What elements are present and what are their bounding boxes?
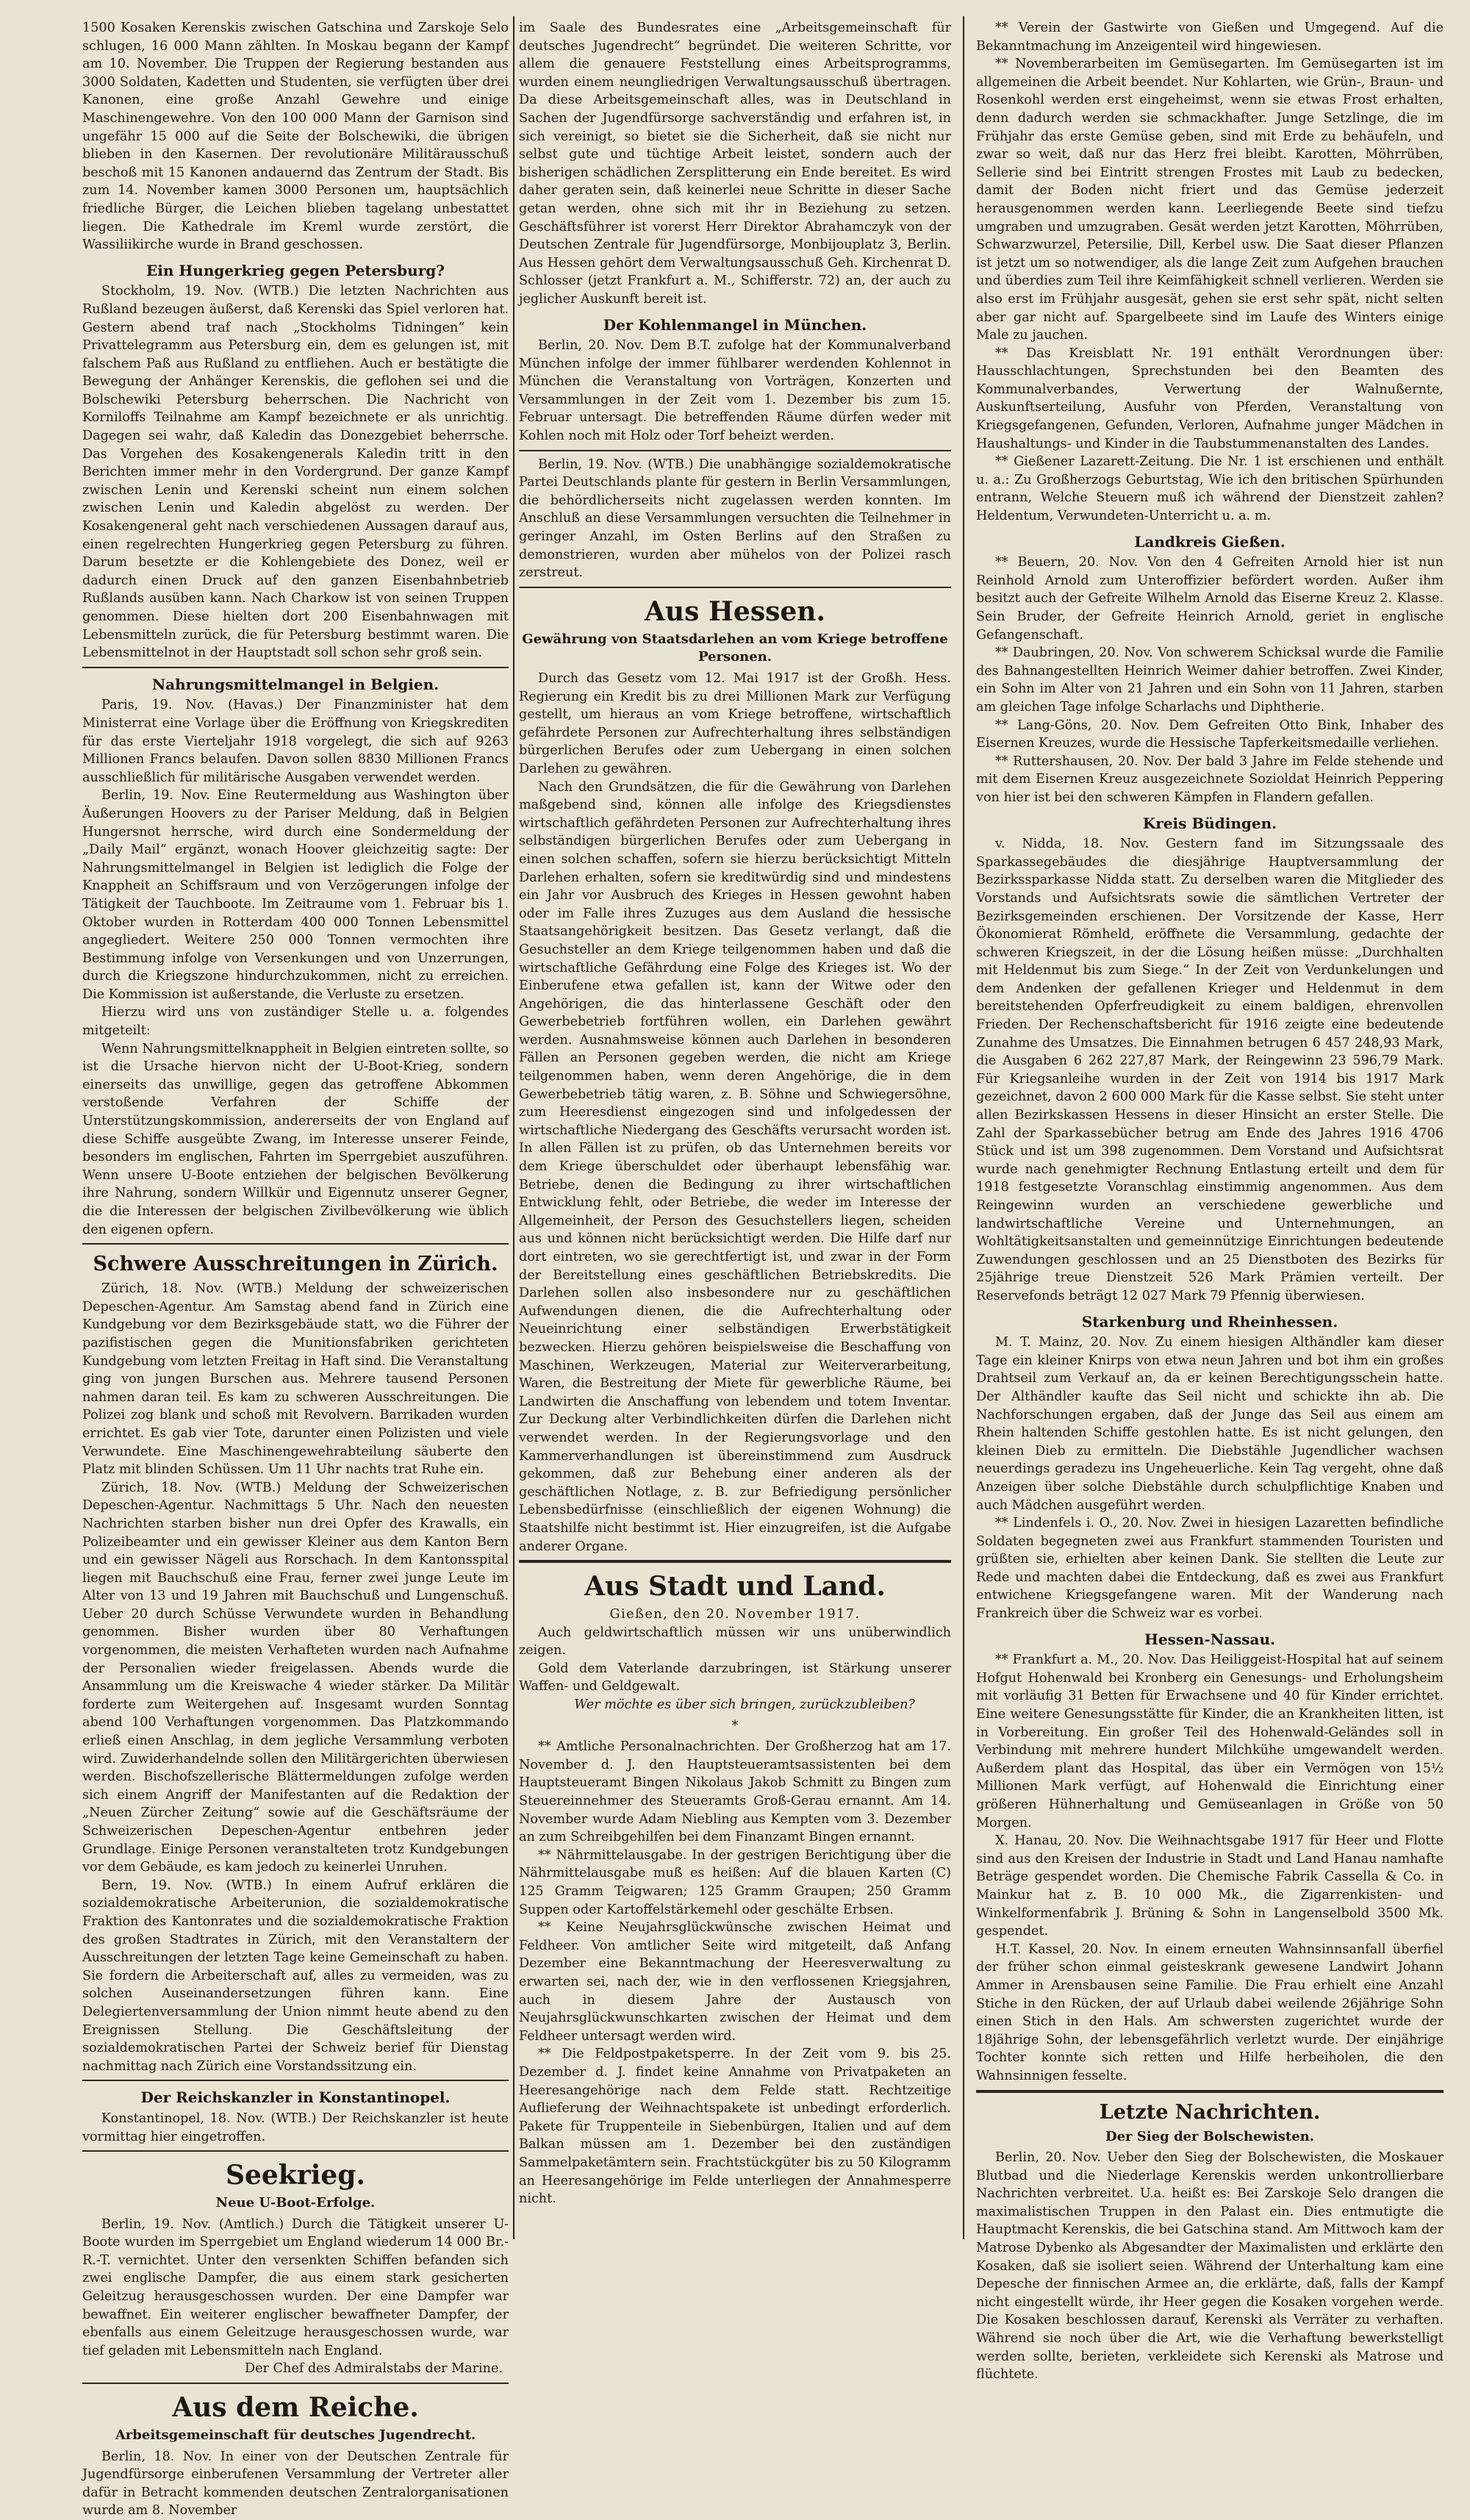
article-ruttershausen: ** Ruttershausen, 20. Nov. Der bald 3 Jahre im Felde stehende und mit dem Eisernen Kreuz ausgezeichnete Sozioldat Heinrich Peppering von hier ist bei den schweren Kämpfen in Flandern gefallen.	[976, 754, 1444, 805]
article-zuerich-1: Zürich, 18. Nov. (WTB.) Meldung der schweizerischen Depeschen-Agentur. Am Samstag abend fand in Zürich eine Kundgebung vor dem Bezirksgebäude statt, wo die Führer der pazifistischen gegen die Munitionsfabriken gerichteten Kundgebung vom letzten Freitag in Haft sind. Die Veranstaltung ging von jungen Burschen aus. Mehrere tausend Personen nahmen daran teil. Es kam zu schweren Ausschreitungen. Die Polizei zog blank und schoß mit Revolvern. Barrikaden wurden errichtet. Es gab vier Tote, darunter einen Polizisten und viele Verwundete. Eine Maschinengewehrabteilung säuberte den Platz mit blinden Schüssen. Um 11 Uhr nachts trat Ruhe ein.	[82, 1281, 509, 1478]
article-beuern: ** Beuern, 20. Nov. Von den 4 Gefreiten Arnold hier ist nun Reinhold Arnold zum Unteroffizier befördert worden. Außer ihm besitzt auch der Gefreite Wilhelm Arnold das Eiserne Kreuz 2. Klasse. Sein Bruder, der Gefreite Heinrich Arnold, geriet in englische Gefangenschaft.	[976, 555, 1444, 642]
headline-seekrieg: Seekrieg.	[225, 2160, 365, 2191]
headline-belgien: Nahrungsmittelmangel in Belgien.	[151, 675, 440, 693]
article-konstantinopel: Konstantinopel, 18. Nov. (WTB.) Der Reichskanzler ist heute vormittag hier eingetroffen.	[82, 2111, 509, 2144]
subheadline-darlehen: Gewährung von Staatsdarlehen an vom Kriege betroffene Personen.	[522, 631, 948, 665]
signature-admiralstab: Der Chef des Admiralstabs der Marine.	[245, 2361, 503, 2377]
article-bern: Bern, 19. Nov. (WTB.) In einem Aufruf erklären die sozialdemokratische Arbeiterunion, die sozialdemokratische Fraktion des Kantonrates und die sozialdemokratische Fraktion des großen Stadtrates in Zürich, mit den Veranstaltern der Ausschreitungen der letzten Tage keine Gemeinschaft zu haben. Sie fordern die Arbeiterschaft auf, alles zu vermeiden, was zu solchen Auseinandersetzungen führen kann. Eine Delegiertenversammlung der Union nimmt heute abend zu den Ereignissen Stellung. Die Geschäftsleitung der sozialdemokratischen Partei der Schweiz berief für Dienstag nachmittag nach Zürich eine Vorstandssitzung ein.	[82, 1878, 509, 2074]
divider	[82, 667, 509, 668]
subheadline-sieg-bolschewisten: Der Sieg der Bolschewisten.	[1105, 2128, 1315, 2144]
article-hierzu: Hierzu wird uns von zuständiger Stelle u. a. folgendes mitgeteilt:	[82, 1005, 509, 1039]
headline-aus-dem-reiche: Aus dem Reiche.	[172, 2392, 419, 2424]
dateline: Gießen, den 20. November 1917.	[609, 1607, 861, 1622]
article-gemuesegarten: ** Novemberarbeiten im Gemüsegarten. Im Gemüsegarten ist im allgemeinen die Arbeit beendet. Nur Kohlarten, wie Grün-, Braun- und Rosenkohl werden erst eingeheimst, wenn sie etwas Frost erhalten, denn dadurch werden sie schmackhafter. Junge Setzlinge, die im Frühjahr das erste Gemüse geben, sind mit Erde zu behäufeln, und zwar so weit, daß nur das Herz frei bleibt. Karotten, Möhrrüben, Sellerie sind bei Eintritt strengen Frostes mit Laub zu bedecken, damit der Boden nicht friert und das Gemüse jederzeit herausgenommen werden kann. Leerliegende Beete sind tiefzu umgraben und umzugraben. Gesät werden jetzt Karotten, Möhrrüben, Schwarzwurzel, Petersilie, Dill, Kerbel usw. Die Saat dieser Pflanzen ist jetzt um so notwendiger, als die lange Zeit zum Aufgehen brauchen und überdies zum Teil ihre Keimfähigkeit schnell verlieren. Werden sie also erst im Frühjahr ausgesät, gehen sie erst sehr spät, nicht selten aber gar nicht auf. Spargelbeete sind im Laufe des Winters einige Male zu jauchen.	[976, 57, 1444, 343]
headline-hungerkrieg: Ein Hungerkrieg gegen Petersburg?	[146, 261, 445, 279]
article-nidda: v. Nidda, 18. Nov. Gestern fand im Sitzungssaale des Sparkassegebäudes die diesjährige Hauptversammlung der Bezirkssparkasse Nidda statt. Zu derselben waren die Mitglieder des Vorstands und Aufsichtsrats sowie die sämtlichen Vertreter der Bezirksgemeinden erschienen. Der Vorsitzende der Kasse, Herr Ökonomierat Römheld, eröffnete die Versammlung, gedachte der schweren Kriegszeit, in der die Lösung heißen müsse: „Durchhalten mit Heldenmut bis zum Siege.“ In der Zeit von Verdunkelungen und dem Andenken der gefallenen Krieger und Heldenmut in dem bereitstehenden Opferfreudigkeit zu einem baldigen, ehrenvollen Frieden. Der Rechenschaftsbericht für 1916 zeigte eine bedeutende Zunahme des Umsatzes. Die Einnahmen betrugen 6 457 248,93 Mark, die Ausgaben 6 262 227,87 Mark, der Reingewinn 23 596,79 Mark. Für Kriegsanleihe wurden in der Zeit von 1914 bis 1917 Mark gezeichnet, davon 2 600 000 Mark für die Kasse selbst. Sie steht unter allen Bezirkskassen Hessens in dieser Hinsicht an erster Stelle. Die Zahl der Sparkassebücher betrug am Ende des Jahres 1916 4706 Stück und ist um 398 zugenommen. Dem Vorstand und Aufsichtsrat wurde nach genehmigter Rechnung Entlastung erteilt und dem für 1918 festgesetzte Voranschlag einstimmig angenommen. Aus dem Reingewinn wurden an verschiedene gewerbliche und landwirtschaftliche Vereine und Unternehmungen, an Wohltätigkeitsanstalten und gemeinnützige Einrichtungen bedeutende Zuwendungen geschlossen und an 25 Dienstboten des Bezirks für 25jährige treue Dienstzeit 526 Mark Prämien verteilt. Der Reservefonds beträgt 12 027 Mark 79 Pfennig überwiesen.	[976, 837, 1444, 1303]
article-naehrmittel: ** Nährmittelausgabe. In der gestrigen Berichtigung über die Nährmittelausgabe muß es heißen: Auf die blauen Karten (C) 125 Gramm Teigwaren; 125 Gramm Graupen; 250 Gramm Suppen oder Kartoffelstärkemehl oder geschälte Erbsen.	[519, 1847, 951, 1917]
divider	[519, 587, 951, 588]
article-zuerich-2: Zürich, 18. Nov. (WTB.) Meldung der Schweizerischen Depeschen-Agentur. Nachmittags 5 Uhr. Nach den neuesten Nachrichten starben bisher nun drei Opfer des Krawalls, ein Polizeibeamter und ein gewisser Kleiner aus dem Kanton Bern und ein gewisser Nägeli aus Rorschach. In dem Kantonsspital liegen mit Bauchschuß eine Frau, ferner zwei junge Leute im Alter von 13 und 19 Jahren mit Bauchschuß und Lungenschuß. Ueber 20 durch Schüsse Verwundete wurden in Behandlung genommen. Bisher wurden über 80 Verhaftungen vorgenommen, die meisten Verhafteten wurden nach Aufnahme der Personalien wieder freigelassen. Abends wurde die Ansammlung um die Kreiswache 4 wieder stärker. Da Militär forderte zum Weitergehen auf. Insgesamt wurden Sonntag abend 100 Verhaftungen vorgenommen. Das Platzkommando erließ einen Anschlag, in dem jegliche Versammlung verboten wird. Zuwiderhandelnde sollen den Militärgerichten überwiesen werden. Bischofszellerische Blättermeldungen zufolge werden sich einem Angriff der Manifestanten auf die Redaktion der „Neuen Zürcher Zeitung“ sowie auf die Geschäftsräume der Schweizerischen Depeschen-Agentur entbehren jeder Grundlage. Einige Personen veranstalteten trotz Kundgebungen vor dem Gebäude, es kam jedoch zu keinerlei Unruhen.	[82, 1480, 509, 1875]
article-stockholm: Stockholm, 19. Nov. (WTB.) Die letzten Nachrichten aus Rußland bezeugen äußerst, daß Kerenski das Spiel verloren hat. Gestern abend traf nach „Stockholms Tidningen“ kein Privattelegramm aus Petersburg ein, dem es gelungen ist, mit falschem Paß aus Rußland zu entfliehen. Auch er bestätigte die Bewegung der Anhänger Kerenskis, die geflohen sei und die Bolschewiki Petersburg beherrschen. Die Nachricht von Korniloffs Teilnahme am Kampf bezeichnete er als unrichtig. Dagegen sei wahr, daß Kaledin das Donezgebiet beherrsche. Das Vorgehen des Kosakengenerals Kaledin tritt in den Berichten immer mehr in den Vordergrund. Der ganze Kampf zwischen Lenin und Kerenski scheint nun einem solchen zwischen Lenin und Kaledin abgelöst zu werden. Der Kosakengeneral geht nach verschiedenen Aussagen darauf aus, einen regelrechten Hungerkrieg gegen Petersburg zu führen. Darum besetzte er die Kohlengebiete des Donez, weil er dadurch einen Druck auf den ganzen Eisenbahnbetrieb Rußlands ausüben kann. Nach Charkow ist von seinen Truppen genommen. Diese hielten dort 200 Eisenbahnwagen mit Lebensmitteln zurück, die für Petersburg bestimmt waren. Die Lebensmittelnot in der Hauptstadt soll schon sehr groß sein.	[82, 284, 509, 661]
headline-reichskanzler: Der Reichskanzler in Konstantinopel.	[140, 2088, 451, 2107]
article-berlin-belgien: Berlin, 19. Nov. Eine Reutermeldung aus Washington über Äußerungen Hoovers zu der Pariser Meldung, daß in Belgien Hungersnot herrsche, wird durch eine Sondermeldung der „Daily Mail“ ergänzt, wonach Hoover gleichzeitig sagte: Der Nahrungsmittelmangel in Belgien ist lediglich die Folge der Knappheit an Schiffsraum und von Verzögerungen infolge der Tätigkeit der Tauchboote. Im Zeitraume vom 1. Februar bis 1. Oktober wurden in Rotterdam 400 000 Tonnen Lebensmittel angegliedert. Weitere 250 000 Tonnen vermochten ihre Bestimmung infolge von Versenkungen und von Unzerrungen, durch die Kriegszone hindurchzukommen, nicht zu erreichen. Die Kommission ist außerstande, die Verluste zu ersetzen.	[82, 788, 509, 1002]
appeal-wer: Wer möchte es über sich bringen, zurückzubleiben?	[574, 1697, 915, 1713]
article-intro: 1500 Kosaken Kerenskis zwischen Gatschina und Zarskoje Selo schlugen, 16 000 Mann zählten. In Moskau begann der Kampf am 10. November. Die Truppen der Regierung bestanden aus 3000 Soldaten, Kadetten und Studenten, sie verfügten über drei Kanonen, eine große Anzahl Gewehre und einige Maschinengewehre. Von den 100 000 Mann der Garnison sind ungefähr 15 000 auf die Seite der Bolschewiki, die übrigen blieben in den Kasernen. Der revolutionäre Militärausschuß beschoß mit 15 Kanonen andauernd das Zentrum der Stadt. Bis zum 14. November kamen 3000 Personen um, hauptsächlich friedliche Bürger, die Leichen blieben tagelang unbestattet liegen. Die Kathedrale im Kreml wurde zerstört, die Wassiliikirche wurde in Brand geschossen.	[82, 21, 509, 253]
article-kohlenmangel: Berlin, 20. Nov. Dem B.T. zufolge hat der Kommunalverband München infolge der immer fühlbarer werdenden Kohlennot in München die Veranstaltung von Vorträgen, Konzerten und Versammlungen in der Zeit vom 1. Dezember bis zum 15. Februar untersagt. Die betreffenden Räume dürfen weder mit Kohlen noch mit Holz oder Torf beheizt werden.	[519, 338, 951, 444]
divider	[82, 1243, 509, 1245]
appeal-gold: Gold dem Vaterlande darzubringen, ist Stärkung unserer Waffen- und Geldgewalt.	[519, 1661, 951, 1694]
subheadline-uboot: Neue U-Boot-Erfolge.	[215, 2195, 376, 2211]
article-neujahr: ** Keine Neujahrsglückwünsche zwischen Heimat und Feldheer. Von amtlicher Seite wird mitgeteilt, daß Anfang Dezember eine Bekanntmachung der Heeresverwaltung zu erwarten sei, nach der, wie in den verflossenen Kriegsjahren, auch in diesem Jahre der Austausch von Neujahrsglückwunschkarten zwischen der Heimat und dem Feldheer untersagt werden wird.	[519, 1920, 951, 2044]
headline-aus-hessen: Aus Hessen.	[645, 595, 825, 627]
divider	[82, 2080, 509, 2081]
divider	[976, 2090, 1444, 2093]
article-wenn: Wenn Nahrungsmittelknappheit in Belgien eintreten sollte, so ist die Ursache hiervon nicht der U-Boot-Krieg, sondern einerseits das unwillige, gegen das getroffene Abkommen verstoßende Verfahren der Schiffe der Unterstützungskommission, andererseits der von England auf diese Schiffe ausgeübte Zwang, im Interesse unserer Feinde, besonders im englischen, Fahrten im Sperrgebiet auszuführen. Wenn unsere U-Boote entziehen der belgischen Bevölkerung ihre Nahrung, sondern Willkür und Eigennutz unserer Gegner, die die Interessen der belgischen Zivilbevölkerung wie üblich den eigenen opfern.	[82, 1041, 509, 1237]
article-kassel: H.T. Kassel, 20. Nov. In einem erneuten Wahnsinnsanfall überfiel der früher schon einmal geisteskrank gewesene Landwirt Johann Ammer in Arensbausen seine Familie. Die Frau erhielt eine Anzahl Stiche in den Rücken, der auf Urlaub dabei weilende 26jährige Sohn einen Stich in den Hals. Am schwersten zugerichtet wurde der 18jährige Sohn, der lebensgefährlich verletzt wurde. Der einjährige Tochter konnte sich retten und Hilfe herbeiholen, die den Wahnsinnigen fesselte.	[976, 1941, 1444, 2083]
subheadline-jugendrecht: Arbeitsgemeinschaft für deutsches Jugendrecht.	[115, 2427, 476, 2444]
article-paris: Paris, 19. Nov. (Havas.) Der Finanzminister hat dem Ministerrat eine Vorlage über die Eröffnung von Kriegskrediten für das erste Vierteljahr 1918 vorgelegt, die sich auf 9263 Millionen Francs belaufen. Davon sollen 8830 Millionen Francs ausschließlich für militärische Ausgaben verwendet werden.	[82, 698, 509, 785]
column-1	[82, 19, 509, 2519]
headline-kohlenmangel: Der Kohlenmangel in München.	[603, 315, 867, 334]
column-2	[519, 19, 951, 2239]
article-spd: Berlin, 19. Nov. (WTB.) Die unabhängige sozialdemokratische Partei Deutschlands plante für gestern in Berlin Versammlungen, die behördlicherseits nicht zugelassen werden konnten. Im Anschluß an diese Versammlungen versuchten die Teilnehmer in geringer Anzahl, im Osten Berlins auf den Straßen zu demonstrieren, wurden aber mühelos von der Polizei rasch zerstreut.	[519, 457, 951, 581]
article-seekrieg: Berlin, 19. Nov. (Amtlich.) Durch die Tätigkeit unserer U-Boote wurden im Sperrgebiet um England wiederum 14 000 Br.-R.-T. vernichtet. Unter den versenkten Schiffen befanden sich zwei englische Dampfer, die aus einem stark gesicherten Geleitzug herausgeschossen wurden. Der eine Dampfer war bewaffnet. Ein weiterer englischer bewaffneter Dampfer, der ebenfalls aus einem Geleitzuge herausgeschossen wurde, war tief geladen mit Lebensmitteln nach England.	[82, 2216, 509, 2358]
article-jugendrecht: Berlin, 18. Nov. In einer von der Deutschen Zentrale für Jugendfürsorge einberufenen Versammlung der Vertreter aller dafür in Betracht kommenden deutschen Zentralorganisationen wurde am 8. November	[82, 2449, 509, 2519]
article-feldpost: ** Die Feldpostpaketsperre. In der Zeit vom 9. bis 25. Dezember d. J. findet keine Annahme von Privatpaketen an Heeresangehörige nach dem Felde statt. Rechtzeitige Auflieferung der Weihnachtspakete ist unbedingt erforderlich. Pakete für Truppenteile in Siebenbürgen, Italien und auf dem Balkan müssen am 1. Dezember bei den zuständigen Sammelpaketämtern sein. Frachtstückgüter bis zu 50 Kilogramm an Heeresangehörige im Felde unterliegen der Annahmesperre nicht.	[519, 2047, 951, 2207]
article-darlehen-1: Durch das Gesetz vom 12. Mai 1917 ist der Großh. Hess. Regierung ein Kredit bis zu drei Millionen Mark zur Verfügung gestellt, um hieraus an vom Kriege betroffene, wirtschaftlich gefährdete Personen zur Aufrechterhaltung ihres selbständigen bürgerlichen Berufes oder zum Uebergang in einen solchen Darlehen zu gewähren.	[519, 671, 951, 776]
column-3	[976, 19, 1444, 2383]
divider	[82, 2383, 509, 2384]
divider	[519, 450, 951, 451]
article-lindenfels: ** Lindenfels i. O., 20. Nov. Zwei in hiesigen Lazaretten befindliche Soldaten begegneten zwei aus Frankfurt stammenden Touristen und grüßten sie, erhielten aber keinen Dank. Sie stellten die Leute zur Rede und machten dabei die Entdeckung, daß es zwei aus Frankfurt entwichene Kriegsgefangene waren. Mit der Wanderung nach Frankreich über die Schweiz war es vorbei.	[976, 1516, 1444, 1622]
article-kreisblatt: ** Das Kreisblatt Nr. 191 enthält Verordnungen über: Hausschlachtungen, Sprechstunden bei den Beamten des Kommunalverbandes, Verwertung der Walnußernte, Auskunftserteilung, Ausfuhr von Pferden, Veranstaltung von Kriegsgefangenen, Gefunden, Verloren, Aufnahme junger Mädchen in Haushaltungs- und Kinder in die Taubstummenanstalten des Landes.	[976, 346, 1444, 451]
article-mainz: M. T. Mainz, 20. Nov. Zu einem hiesigen Althändler kam dieser Tage ein kleiner Knirps von etwa neun Jahren und bot ihm ein großes Drahtseil zum Verkauf an, da er keinen Berechtigungsschein hatte. Der Althändler kaufte das Seil nicht und schickte ihn ab. Die Nachforschungen ergaben, daß der Junge das Seil aus einem am Rhein haltenden Schiffe gestohlen hatte. Es ist nicht gelungen, den kleinen Dieb zu ermitteln. Die Diebstähle Jugendlicher wachsen neuerdings geradezu ins Ungeheuerliche. Kein Tag vergeht, ohne daß Anzeigen über solche Diebstähle durch schulpflichtige Knaben und auch Mädchen ausgeführt werden.	[976, 1335, 1444, 1513]
article-frankfurt: ** Frankfurt a. M., 20. Nov. Das Heiliggeist-Hospital hat auf seinem Hofgut Hohenwald bei Kronberg ein Genesungs- und Erholungsheim mit vorläufig 31 Betten für Erwachsene und 40 für Kinder errichtet. Eine weitere Genesungsstätte für Kinder, die an Krankheiten litten, ist in Vorbereitung. Ein großer Teil des Hohenwald-Geländes soll in Verbindung mit mehrere hundert Milchkühe umgewandelt werden. Außerdem plant das Hospital, das über ein Vermögen von 15½ Millionen Mark verfügt, auf Hohenwald die Einrichtung einer größeren Hühnerhaltung und Gemüseanlagen in Größe von 50 Morgen.	[976, 1653, 1444, 1830]
headline-letzte-nachrichten: Letzte Nachrichten.	[1099, 2100, 1321, 2124]
divider	[519, 1560, 951, 1563]
article-personal: ** Amtliche Personalnachrichten. Der Großherzog hat am 17. November d. J. den Hauptsteueramtsassistenten bei dem Hauptsteueramt Bingen Nikolaus Jakob Schmitt zu Bingen zum Steuereinnehmer des Steueramts Groß-Gerau ernannt. Am 14. November wurde Adam Niebling aus Kempten vom 3. Dezember an zum Schreibgehilfen bei dem Finanzamt Bingen ernannt.	[519, 1739, 951, 1845]
headline-starkenburg: Starkenburg und Rheinhessen.	[1081, 1312, 1338, 1331]
article-gastwirte: ** Verein der Gastwirte von Gießen und Umgegend. Auf die Bekanntmachung im Anzeigenteil wird hingewiesen.	[976, 21, 1444, 54]
article-jugendrecht-cont: im Saale des Bundesrates eine „Arbeitsgemeinschaft für deutsches Jugendrecht“ begründet. Die weiteren Schritte, vor allem die genauere Feststellung eines Arbeitsprogramms, wurden einem neungliedrigen Verwaltungsausschuß übertragen. Da diese Arbeitsgemeinschaft alles, was in Deutschland in Sachen der Jugendfürsorge sachverständig und erfahren ist, in sich vereinigt, so bietet sie die Sicherheit, daß sie nicht nur selbst gute und tüchtige Arbeit leistet, sondern auch der bisherigen schädlichen Zersplitterung ein Ende bereitet. Es wird daher geraten sein, daß keinerlei neue Schritte in dieser Sache getan werden, ohne sich mit ihr in Beziehung zu setzen. Geschäftsführer ist vorerst Herr Direktor Abrahamczyk von der Deutschen Zentrale für Jugendfürsorge, Monbijouplatz 3, Berlin. Aus Hessen gehört dem Verwaltungsausschuß Geh. Kirchenrat D. Schlosser (jetzt Frankfurt a. M., Schifferstr. 72) an, der auch zu jeglicher Auskunft bereit ist.	[519, 21, 951, 307]
headline-kreis-buedingen: Kreis Büdingen.	[1142, 814, 1277, 832]
headline-stadt-und-land: Aus Stadt und Land.	[584, 1571, 886, 1603]
column-rule	[513, 16, 514, 2239]
article-letzte: Berlin, 20. Nov. Ueber den Sieg der Bolschewisten, die Moskauer Blutbad und die Niederlage Kerenskis werden unkontrollierbare Nachrichten verbreitet. U.a. heißt es: Bei Zarskoje Selo drangen die maximalistischen Truppen in den Palast ein. Dies entmutigte die Hauptmacht Kerenskis, die bei Gatschina stand. Am Mittwoch kam der Matrose Dybenko als Abgesandter der Maximalisten und erklärte den Kosaken, daß sie isoliert seien. Während der Unterhaltung kam eine Depesche der finnischen Armee an, die erklärte, daß, falls der Kampf nicht eingestellt würde, ihr Heer gegen die Kosaken vorgehen werde. Die Kosaken beschlossen darauf, Kerenski als Verräter zu verhaften. Während sie noch über die Art, wie die Verhaftung bewerkstelligt werden sollte, berieten, verkleidete sich Kerenski als Matrose und flüchtete.	[976, 2150, 1444, 2383]
article-darlehen-2: Nach den Grundsätzen, die für die Gewährung von Darlehen maßgebend sind, können alle infolge des Kriegsdienstes wirtschaftlich gefährdeten Personen zur Aufrechterhaltung ihres selbständigen bürgerlichen Berufes oder zum Uebergang in einen solchen schaffen, sofern sie hierzu berücksichtigt Mitteln Darlehen erhalten, sofern sie kreditwürdig sind und mindestens ein Jahr vor Ausbruch des Krieges in Hessen gewohnt haben oder im Falle ihres Zuzuges aus dem Ausland die hessische Staatsangehörigkeit besitzen. Das Gesetz verlangt, daß die Gesuchsteller an dem Kriege teilgenommen haben und daß die wirtschaftliche Gefährdung eine Folge des Krieges ist. Wo der Einberufene etwa gefallen ist, kann der Witwe oder den Angehörigen, die das hinterlassene Geschäft oder den Gewerbebetrieb fortführen wollen, ein Darlehen gewährt werden. Ausnahmsweise können auch Darlehen in besonderen Fällen an Personen gegeben werden, die nicht am Kriege teilgenommen haben, wenn deren Angehörige, die in dem Gewerbebetrieb tätig waren, z. B. Söhne und Schwiegersöhne, zum Heeresdienst eingezogen sind und infolgedessen der wirtschaftliche Niedergang des Geschäfts verursacht worden ist. In allen Fällen ist zu prüfen, ob das Unternehmen bereits vor dem Kriege überschuldet oder überhaupt lebensfähig war. Betriebe, denen die Bedingung zu ihrer wirtschaftlichen Entwicklung fehlt, oder Betriebe, die weder im Interesse der Allgemeinheit, der Person des Gesuchstellers liegen, scheiden aus und können nicht berücksichtigt werden. Die Hilfe darf nur dort eintreten, wo sie gerechtfertigt ist, und zwar in der Form der Bereitstellung eines geschäftlichen Betriebskredits. Die Darlehen sollen also insbesondere nur zu geschäftlichen Aufwendungen dienen, die die Aufrechterhaltung oder Neueinrichtung einer selbständigen Erwerbstätigkeit bezwecken. Hierzu gehören beispielsweise die Beschaffung von Maschinen, Werkzeugen, Material zur Weiterverarbeitung, Waren, die Bestreitung der Miete für gewerbliche Räume, bei Landwirten die Anschaffung von lebendem und totem Inventar. Zur Deckung alter Verbindlichkeiten dürfen die Darlehen nicht verwendet werden. In der Regierungsvorlage und den Kammerverhandlungen ist übereinstimmend zum Ausdruck gekommen, daß zur Behebung einer anderen als der geschäftlichen Notlage, z. B. zur Befriedigung persönlicher Lebensbedürfnisse (einschließlich der eigenen Wohnung) die Staatshilfe nicht bestimmt ist. Hier einzugreifen, ist die Aufgabe anderer Organe.	[519, 779, 951, 1554]
article-daubringen: ** Daubringen, 20. Nov. Von schwerem Schicksal wurde die Familie des Bahnangestellten Heinrich Weimer dahier betroffen. Zwei Kinder, ein Sohn im Alter von 21 Jahren und ein Sohn von 11 Jahren, starben am gleichen Tage infolge Scharlachs und Diphtherie.	[976, 645, 1444, 715]
headline-zuerich: Schwere Ausschreitungen in Zürich.	[93, 1253, 498, 1276]
divider	[82, 2150, 509, 2152]
appeal-geld: Auch geldwirtschaftlich müssen wir uns unüberwindlich zeigen.	[519, 1625, 951, 1658]
separator-star: *	[731, 1718, 739, 1733]
headline-landkreis-giessen: Landkreis Gießen.	[1134, 532, 1286, 551]
article-lazarett: ** Gießener Lazarett-Zeitung. Die Nr. 1 ist erschienen und enthält u. a.: Zu Großherzogs Geburtstag, Wie ich den britischen Spürhunden entrann, Welche Steuern muß ich während der Dienstzeit zahlen? Heldentum, Verwundeten-Unterricht u. a. m.	[976, 454, 1444, 524]
article-lang-goens: ** Lang-Göns, 20. Nov. Dem Gefreiten Otto Bink, Inhaber des Eisernen Kreuzes, wurde die Hessische Tapferkeitsmedaille verliehen.	[976, 717, 1444, 751]
article-hanau: X. Hanau, 20. Nov. Die Weihnachtsgabe 1917 für Heer und Flotte sind aus den Kreisen der Industrie in Stadt und Land Hanau namhafte Beträge gespendet worden. Die Chemische Fabrik Cassella & Co. in Mainkur hat z. B. 10 000 Mk., die Zigarrenkisten- und Winkelformenfabrik J. Brüning & Sohn in Langenselbold 3500 Mk. gespendet.	[976, 1833, 1444, 1939]
headline-hessen-nassau: Hessen-Nassau.	[1144, 1630, 1275, 1648]
column-rule	[963, 16, 964, 2239]
